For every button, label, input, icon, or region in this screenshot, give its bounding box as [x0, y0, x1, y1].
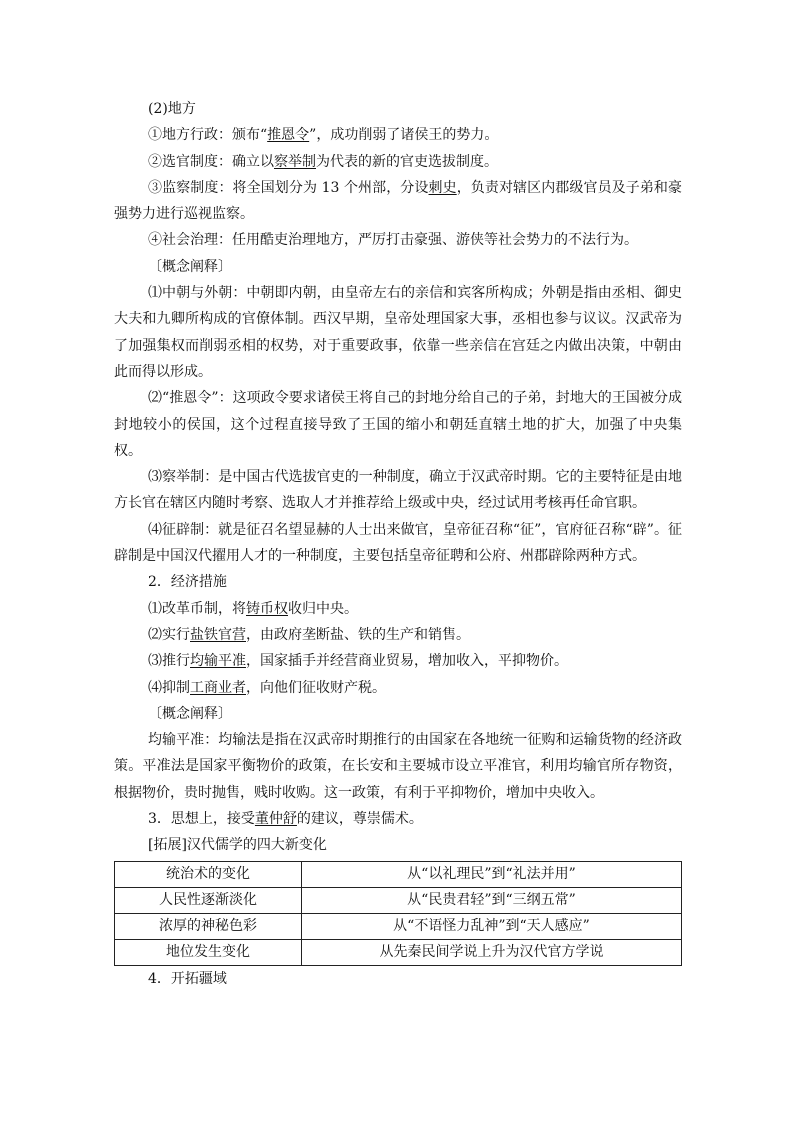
concept-zhengpi-system: ⑷征辟制：就是征召名望显赫的人士出来做官，皇帝征召称“征”，官府征召称“辟”。征辟制是中国汉代擢用人才的一种制度，主要包括皇帝征聘和公府、州郡辟除两种方式。: [114, 521, 682, 565]
table-cell: 浓厚的神秘色彩: [115, 913, 302, 939]
concept-heading: 〔概念阐释〕: [148, 258, 232, 275]
local-item-administration: ①地方行政：颁布“推恩令”，成功削弱了诸侯王的势力。: [148, 127, 499, 144]
concept-heading-2: 〔概念阐释〕: [148, 705, 232, 722]
local-item-selection: ②选官制度：确立以察举制为代表的新的官吏选拔制度。: [148, 153, 498, 170]
table-cell: 从“民贵君轻”到“三纲五常”: [302, 887, 682, 913]
table-row: [115, 939, 682, 965]
table-cell: 统治术的变化: [115, 861, 302, 887]
table-cell: 人民性逐渐淡化: [115, 887, 302, 913]
table-row: [115, 861, 682, 887]
concept-tuien-decree: ⑵“推恩令”：这项政令要求诸侯王将自己的封地分给自己的子弟，封地大的王国被分成封地较小的侯国，这个过程直接导致了王国的缩小和朝廷直辖土地的扩大，加强了中央集权。: [114, 390, 682, 459]
economy-item-merchants: ⑷抑制工商业者，向他们征收财产税。: [148, 679, 386, 696]
concept-inner-outer-court: ⑴中朝与外朝：中朝即内朝，由皇帝左右的亲信和宾客所构成；外朝是指由丞相、御史大夫和九卿所构成的官僚体制。西汉早期，皇帝处理国家大事，丞相也参与议议。汉武帝为了加强集权而削弱丞相的权势，对于重要政事，依靠一些亲信在宫廷之内做出决策，中朝由此而得以形成。: [114, 285, 682, 380]
table-cell: 从“以礼理民”到“礼法并用”: [302, 861, 682, 887]
economy-item-currency: ⑴改革币制，将铸币权收归中央。: [148, 600, 358, 617]
section-heading-local: (2)地方: [148, 101, 196, 117]
table-cell: 从“不语怪力乱神”到“天人感应”: [302, 913, 682, 939]
section-heading-thought: 3．思想上，接受董仲舒的建议，尊崇儒术。: [148, 811, 423, 828]
section-heading-economy: 2．经济措施: [148, 574, 227, 591]
document-page: [114, 96, 682, 992]
local-item-governance: ④社会治理：任用酷吏治理地方，严厉打击豪强、游侠等社会势力的不法行为。: [148, 232, 638, 249]
table-row: [115, 913, 682, 939]
economy-item-junshu-pingzhun: ⑶推行均输平准，国家插手并经营商业贸易，增加收入，平抑物价。: [148, 653, 568, 670]
confucianism-changes-table: [114, 861, 682, 966]
extension-title: [拓展]汉代儒学的四大新变化: [148, 837, 327, 854]
table-row: [115, 887, 682, 913]
local-item-supervision: ③监察制度：将全国划分为 13 个州部，分设刺史，负责对辖区内郡级官员及子弟和豪强势力进行巡视监察。: [114, 179, 683, 223]
table-cell: 地位发生变化: [115, 939, 302, 965]
concept-chaju-system: ⑶察举制：是中国古代选拔官吏的一种制度，确立于汉武帝时期。它的主要特征是由地方长官在辖区内随时考察、选取人才并推荐给上级或中央，经过试用考核再任命官职。: [114, 469, 682, 512]
table-cell: 从先秦民间学说上升为汉代官方学说: [302, 939, 682, 965]
economy-item-salt-iron: ⑵实行盐铁官营，由政府垄断盐、铁的生产和销售。: [148, 626, 470, 643]
section-heading-frontier: 4．开拓疆域: [148, 970, 227, 987]
concept-junshu-pingzhun: 均输平准：均输法是指在汉武帝时期推行的由国家在各地统一征购和运输货物的经济政策。平准法是国家平衡物价的政策，在长安和主要城市设立平准官，利用均输官所存物资，根据物价，贵时抛售，贱时收购。这一政策，有利于平抑物价，增加中央收入。: [114, 732, 682, 801]
